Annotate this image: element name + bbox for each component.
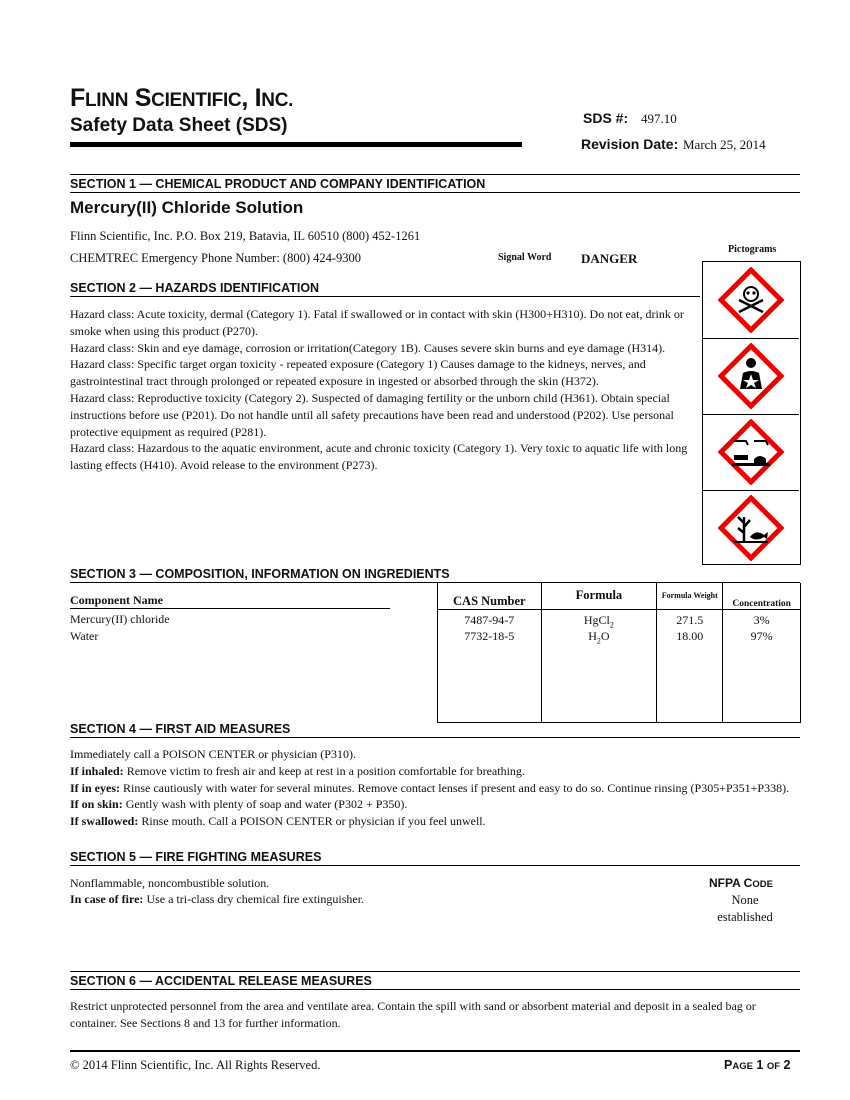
cell-weight: 271.5 <box>657 609 723 629</box>
nfpa-code-label: NFPA CODE <box>709 876 773 890</box>
company-name: FLINN SCIENTIFIC, INC. <box>70 84 294 112</box>
release-text: Restrict unprotected personnel from the area and ventilate area. Contain the spill with sand or absorbent material and deposit in a sealed bag or container. See Sections 8 and 13 for further information. <box>70 999 756 1030</box>
sds-number-value: 497.10 <box>641 111 677 126</box>
cell-concentration: 3% <box>723 609 801 629</box>
copyright: © 2014 Flinn Scientific, Inc. All Rights Reserved. <box>70 1058 321 1072</box>
first-aid-item: If inhaled: Remove victim to fresh air and keep at rest in a position comfortable for breathing. <box>70 763 525 778</box>
pictograms-box <box>702 261 801 565</box>
col-concentration: Concentration <box>723 583 801 609</box>
section-5-heading: SECTION 5 — FIRE FIGHTING MEASURES <box>70 850 800 866</box>
section-4-heading: SECTION 4 — FIRST AID MEASURES <box>70 722 800 738</box>
first-aid-text <box>70 746 800 830</box>
title-rule <box>70 142 522 147</box>
first-aid-item: Immediately call a POISON CENTER or physician (P310). <box>70 747 356 761</box>
section-1-heading: SECTION 1 — CHEMICAL PRODUCT AND COMPANY IDENTIFICATION <box>70 174 800 193</box>
hazard-paragraph: Hazard class: Acute toxicity, dermal (Category 1). Fatal if swallowed or in contact with skin (H300+H310). Do not eat, drink or smoke when using this product (P270). <box>70 307 684 338</box>
hazard-paragraph: Hazard class: Hazardous to the aquatic environment, acute and chronic toxicity (Category 1). Very toxic to aquatic life with long lasting effects (H410). Avoid release to the environment (P273). <box>70 441 688 473</box>
col-formula-weight: Formula Weight <box>657 583 723 609</box>
cell-cas: 7487-94-7 <box>437 609 541 629</box>
chemtrec-phone: CHEMTREC Emergency Phone Number: (800) 424-9300 <box>70 251 362 265</box>
cell-formula: HgCl$_2$ <box>541 609 657 629</box>
environment-icon <box>703 490 799 566</box>
first-aid-item: If in eyes: Rinse cautiously with water for several minutes. Remove contact lenses if present and easy to do so. Continue rinsing (P305+P351+P338). <box>70 780 790 795</box>
corrosion-icon <box>703 414 799 491</box>
table-row <box>70 609 801 629</box>
cell-component: Mercury(II) chloride <box>70 612 170 626</box>
skull-crossbones-icon <box>703 262 799 339</box>
table-row <box>70 629 801 723</box>
cell-cas: 7732-18-5 <box>437 629 541 723</box>
col-formula: Formula <box>541 583 657 609</box>
sds-number-label: SDS #: <box>583 110 629 126</box>
col-component-name: Component Name <box>70 583 437 609</box>
cell-concentration: 97% <box>723 629 801 723</box>
fire-line-2: In case of fire: Use a tri-class dry chemical fire extinguisher. <box>70 892 365 906</box>
revision-date-value: March 25, 2014 <box>683 137 766 152</box>
hazard-paragraph: Hazard class: Specific target organ toxicity - repeated exposure (Category 1) Causes damage to the kidneys, nerves, and gastrointestinal tract through prolonged or repeated exposure in ingested or absorbed through the skin (H372). <box>70 357 646 389</box>
section-2-heading: SECTION 2 — HAZARDS IDENTIFICATION <box>70 281 700 297</box>
first-aid-item: If swallowed: Rinse mouth. Call a POISON CENTER or physician if you feel unwell. <box>70 814 486 829</box>
composition-table <box>70 583 801 723</box>
signal-word-label: Signal Word <box>498 252 552 263</box>
hazard-paragraph: Hazard class: Skin and eye damage, corrosion or irritation(Category 1B). Causes severe skin burns and eye damage (H314). <box>70 340 666 355</box>
cell-component: Water <box>70 628 99 643</box>
hazards-text <box>70 306 700 474</box>
signal-word-value: DANGER <box>581 251 638 266</box>
page-number: PAGE 1 OF 2 <box>724 1058 791 1072</box>
health-hazard-icon <box>703 338 799 415</box>
document-title: Safety Data Sheet (SDS) <box>70 115 288 136</box>
pictograms-label: Pictograms <box>728 244 777 255</box>
cell-formula: $H_2O$ <box>541 629 657 723</box>
cell-weight: 18.00 <box>657 629 723 723</box>
product-name: Mercury(II) Chloride Solution <box>70 198 304 217</box>
section-3-heading: SECTION 3 — COMPOSITION, INFORMATION ON INGREDIENTS <box>70 567 800 583</box>
fire-line-1: Nonflammable, noncombustible solution. <box>70 876 270 890</box>
nfpa-code-value: None established <box>717 893 773 924</box>
footer-rule <box>70 1050 800 1052</box>
hazard-paragraph: Hazard class: Reproductive toxicity (Category 2). Suspected of damaging fertility or the unborn child (H361). Obtain special instructions before use (P201). Do not handle until all safety precautions have been read and understood (P202). Use personal protective equipment as required (P281). <box>70 390 674 439</box>
section-6-heading: SECTION 6 — ACCIDENTAL RELEASE MEASURES <box>70 971 800 990</box>
col-cas-number: CAS Number <box>437 583 541 609</box>
revision-date-label: Revision Date: <box>581 136 679 152</box>
company-address: Flinn Scientific, Inc. P.O. Box 219, Batavia, IL 60510 (800) 452-1261 <box>70 229 421 243</box>
first-aid-item: If on skin: Gently wash with plenty of soap and water (P302 + P350). <box>70 797 408 812</box>
